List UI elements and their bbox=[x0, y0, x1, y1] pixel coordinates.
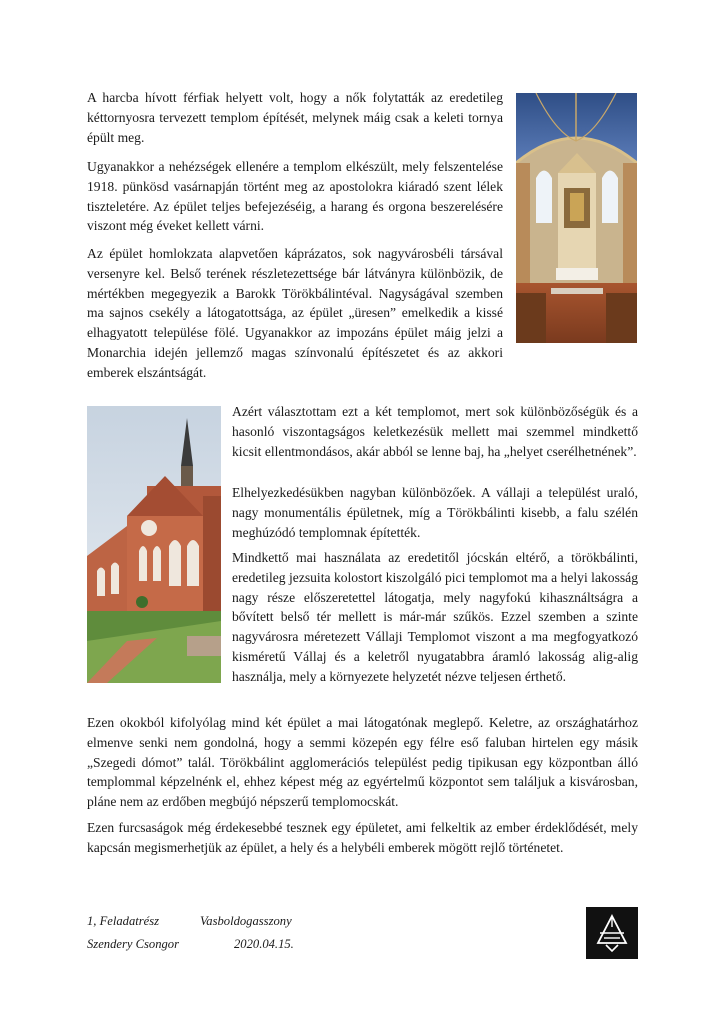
paragraph-8: Ezen furcsaságok még érdekesebbé tesznek egy épületet, ami felkeltik az ember érdeklődését, mely kapcsán megismerhetjük az épület, a hely és a helybéli emberek mögött rejlő történetet. bbox=[87, 820, 638, 855]
paragraph-3: Az épület homlokzata alapvetően káprázatos, sok nagyvárosbéli társával versenyre kel. Belső terének részletezettsége bár látványra különbözik, de mértékben megegyezik a Barokk Törökbálintéval. Nagyságával szemben ma sajnos csekély a látogatottsága, az épület „üresen” emelkedik a kissé elhagyatott települése fölé. Ugyanakkor az impozáns épület máig jelzi a Monarchia idején jellemző magas színvonalú építészetet és az akkori emberek elszántságát. bbox=[87, 246, 503, 380]
paragraph-2: Ugyanakkor a nehézségek ellenére a templom elkészült, mely felszentelése 1918. pünkösd vasárnapján történt meg az apostolokra kiáradó szent lélek tiszteletére. Az épület teljes befejezéséig, a harang és orgona beszerelésére viszont még éveket kellett várni. bbox=[87, 159, 503, 234]
footer-subject: Vasboldogasszony bbox=[200, 914, 292, 928]
footer-date: 2020.04.15. bbox=[234, 937, 294, 951]
paragraph-7: Ezen okokból kifolyólag mind két épület a mai látogatónak meglepő. Keletre, az országhatárhoz elmenve senki nem gondolná, hogy a semmi közepén egy félre eső faluban hirtelen egy másik „Szegedi dómot” talál. Törökbálint agglomerációs települést pedig tipikusan egy központban álló templommal képzelnénk el, ehhez képest még az egyértelmű központot sem találjuk a kisvárosban, pláne nem az erdőben megbújó népszerű templomocskát. bbox=[87, 715, 638, 810]
paragraph-5: Elhelyezkedésükben nagyban különbözőek. A vállaji a települést uraló, nagy monumentális épületnek, míg a Törökbálinti kisebb, a falu szélén meghúzódó templomnak építették. bbox=[232, 485, 638, 540]
paragraph-1: A harcba hívott férfiak helyett volt, hogy a nők folytatták az eredetileg kéttornyosra tervezett templom építését, melynek máig csak a keleti tornya épült meg. bbox=[87, 90, 503, 145]
footer-author: Szendery Csongor bbox=[87, 937, 179, 951]
footer-task: 1, Feladatrész bbox=[87, 914, 160, 928]
church-exterior-photo bbox=[87, 406, 221, 683]
paragraph-6: Mindkettő mai használata az eredetitől jócskán eltérő, a törökbálinti, eredetileg jezsuita kolostort kiszolgáló pici templomot ma a helyi lakosság nagy része előszeretettel látogatja, mely nagyfokú kihasználtságra a bővített belső tér mellett is már-már szűkös. Ezzel szemben a szinte nagyvárosra méretezett Vállaji Templomot viszont a ma megfogyatkozó kisméretű Vállaj és a keletről nyugatabbra áramló lakosság alig-alig használja, mely a környezete helyzetét nézve teljesen érthető. bbox=[232, 550, 638, 684]
church-interior-photo bbox=[516, 93, 637, 343]
school-logo bbox=[586, 907, 638, 959]
paragraph-4: Azért választottam ezt a két templomot, mert sok különbözőségük és a hasonló viszontagságos keletkezésük mellett mai szemmel mindkettő kicsit ellentmondásos, akár abból se lenne baj, ha „helyet cserélhetnének”. bbox=[232, 404, 638, 459]
